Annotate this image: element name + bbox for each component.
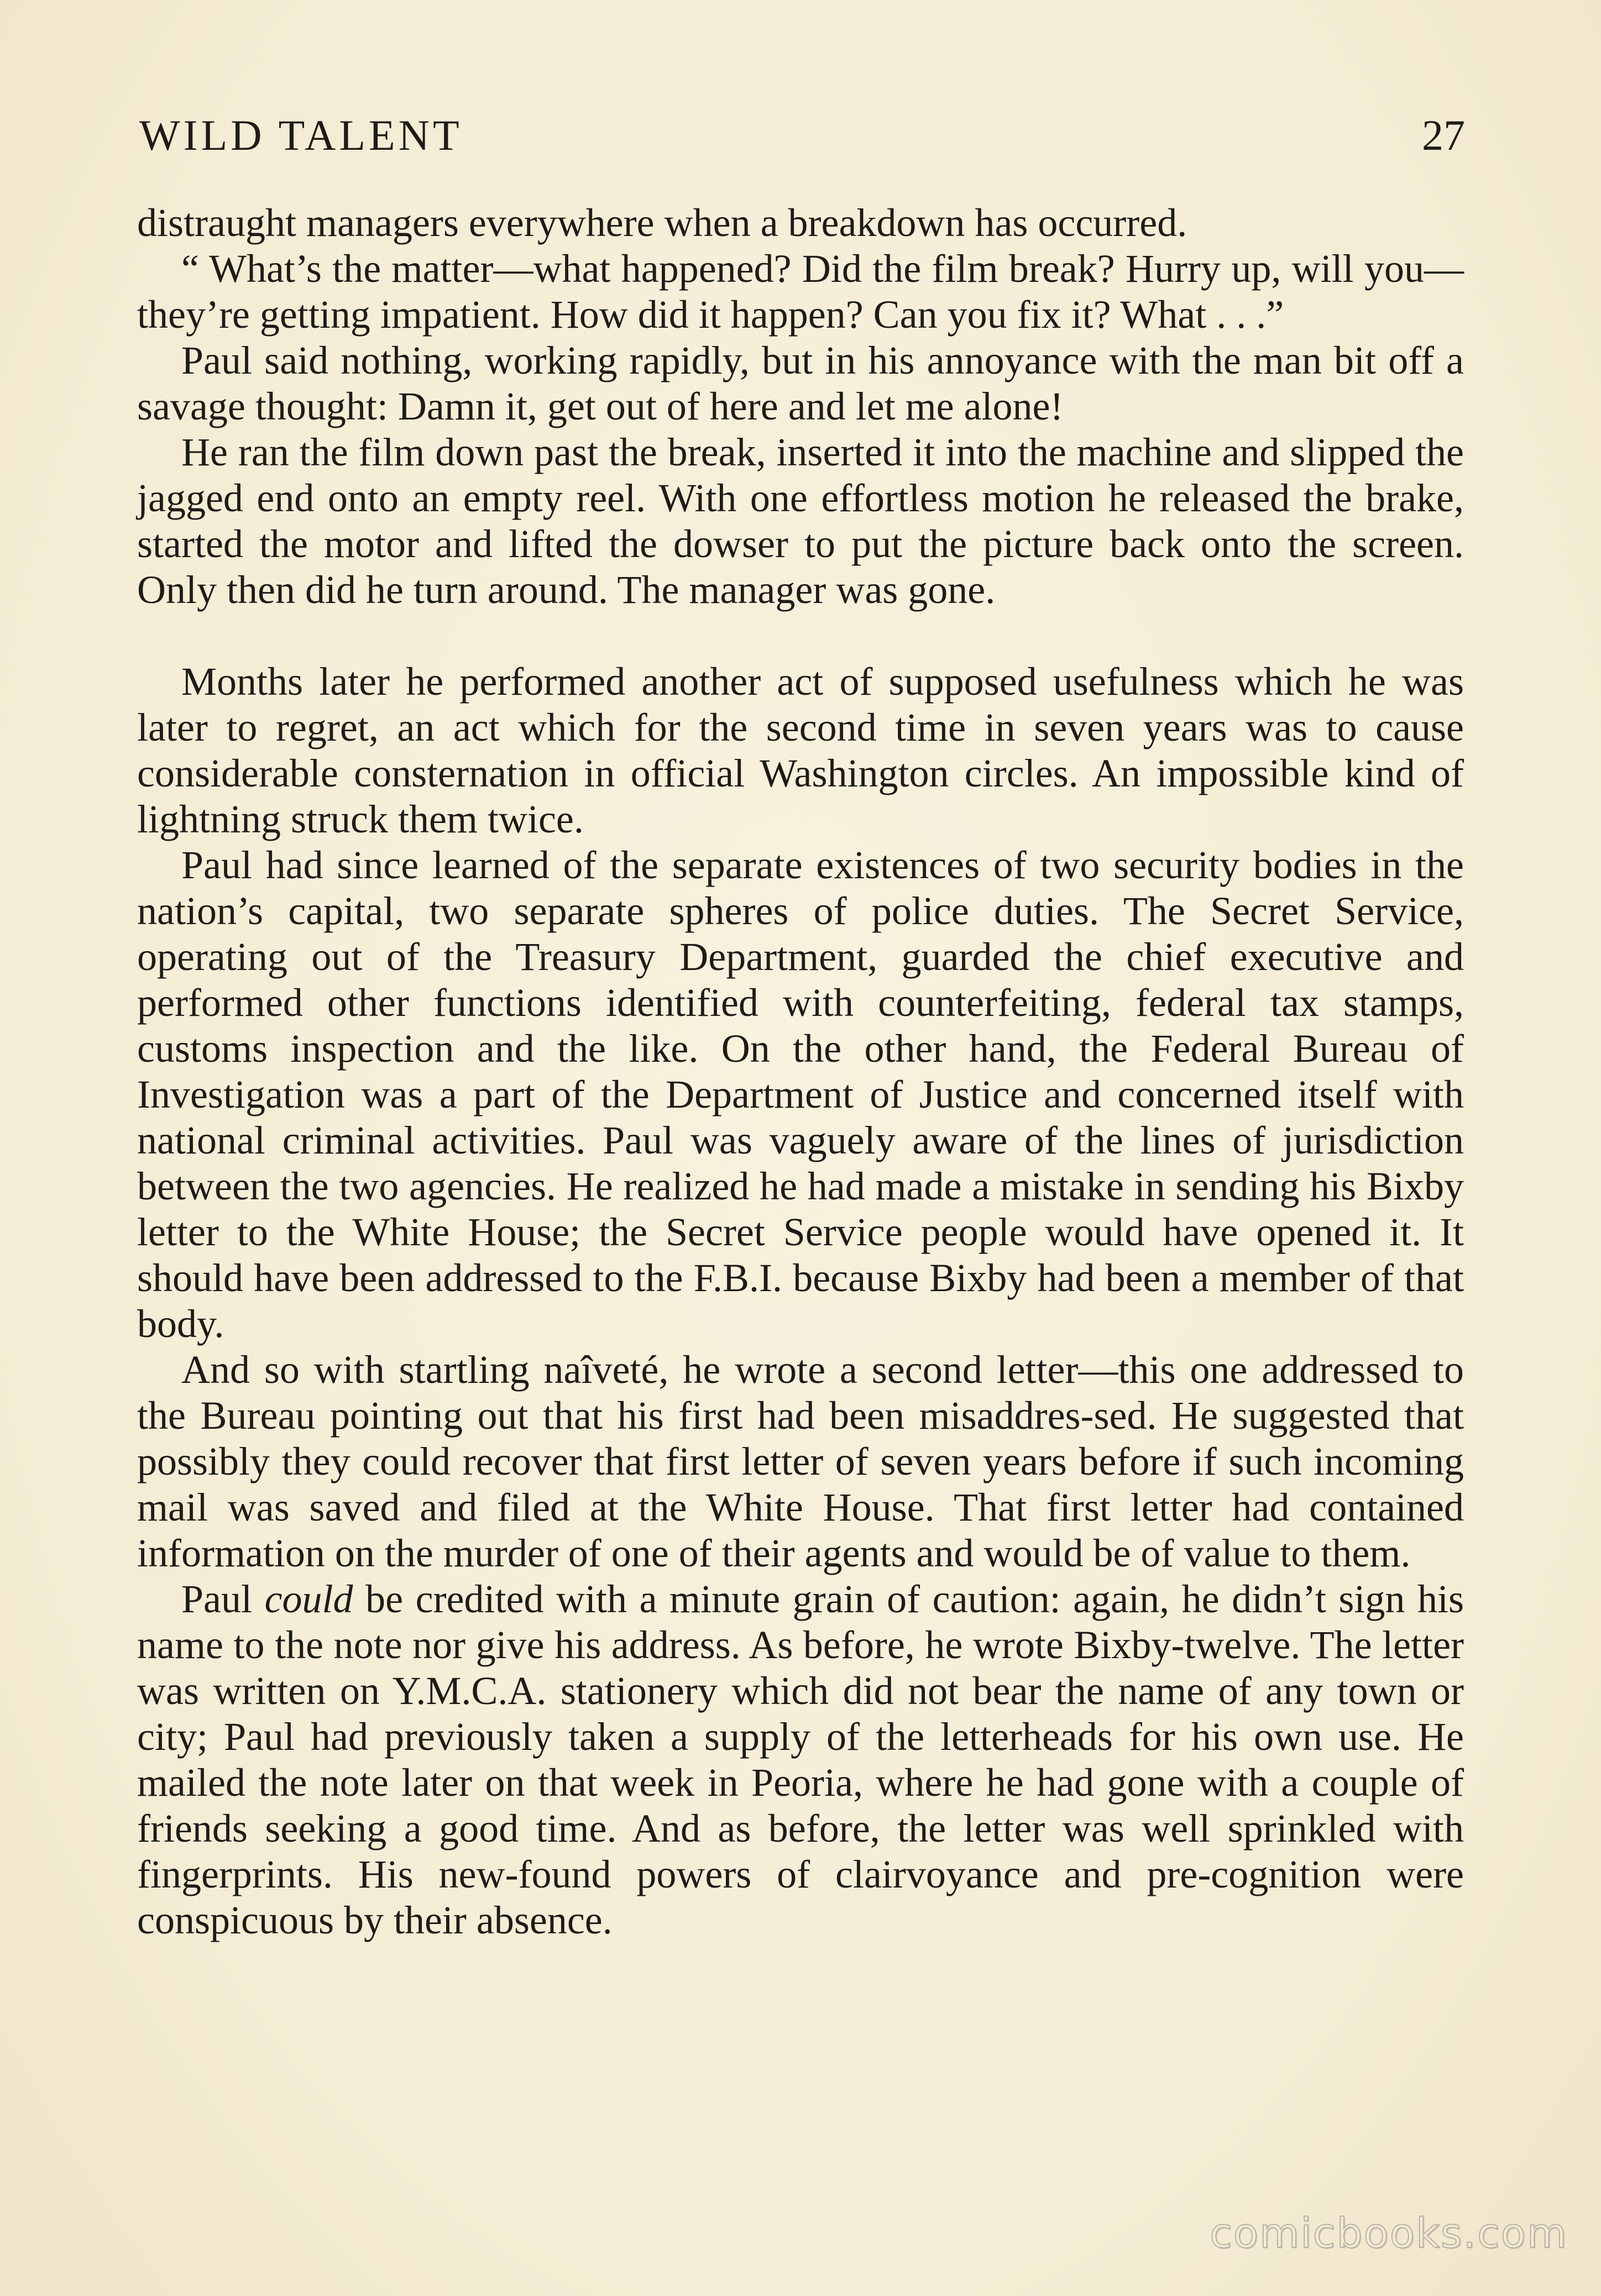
text-run: Paul — [181, 1577, 265, 1621]
paragraph — [137, 429, 1464, 613]
paragraph — [137, 842, 1464, 1347]
watermark-logo: comicbooks.com — [1210, 2210, 1568, 2257]
body-text — [137, 200, 1464, 1943]
page-number: 27 — [1422, 111, 1465, 159]
text-run: He ran the film down past the break, inserted it into the machine and slipped the jagged end onto an empty reel. With one effortless motion he released the brake, started the motor and lifted the dowser to put the picture back onto the screen. Only then did he turn around. The manager was gone. — [137, 430, 1464, 612]
text-run: “ What’s the matter—what happened? Did the film break? Hurry up, will you—they’re getting impatient. How did it happen? Can you fix it? What . . .” — [137, 247, 1464, 337]
text-run: distraught managers everywhere when a breakdown has occurred. — [137, 201, 1187, 245]
text-run: be credited with a minute grain of caution: again, he didn’t sign his name to the note nor give his address. As before, he wrote Bixby-twelve. The letter was written on Y.M.C.A. stationery which did not bear the name of any town or city; Paul had previously taken a supply of the letterheads for his own use. He mailed the note later on that week in Peoria, where he had gone with a couple of friends seeking a good time. And as before, the letter was well sprinkled with fingerprints. His new-found powers of clairvoyance and pre-cognition were conspicuous by their absence. — [137, 1577, 1464, 1942]
text-run: And so with startling naîveté, he wrote a second letter—this one addressed to the Bureau pointing out that his first had been misaddres-sed. He suggested that possibly they could recover that first letter of seven years before if such incoming mail was saved and filed at the White House. That first letter had contained information on the murder of one of their agents and would be of value to them. — [137, 1348, 1464, 1575]
text-run: Months later he performed another act of supposed usefulness which he was later to regret, an act which for the second time in seven years was to cause considerable consternation in official Washington circles. An impossible kind of lightning struck them twice. — [137, 659, 1464, 841]
paragraph — [137, 246, 1464, 338]
text-run: Paul said nothing, working rapidly, but in his annoyance with the man bit off a savage thought: Damn it, get out of here and let me alone! — [137, 338, 1464, 428]
paragraph — [137, 338, 1464, 429]
running-title: WILD TALENT — [139, 111, 463, 159]
text-run: Paul had since learned of the separate existences of two security bodies in the nation’s capital, two separate spheres of police duties. The Secret Service, operating out of the Treasury Department, guarded the chief executive and performed other functions identified with counterfeiting, federal tax stamps, customs inspection and the like. On the other hand, the Federal Bureau of Investigation was a part of the Department of Justice and concerned itself with national criminal activities. Paul was vaguely aware of the lines of jurisdiction between the two agencies. He realized he had made a mistake in sending his Bixby letter to the White House; the Secret Service people would have opened it. It should have been addressed to the F.B.I. because Bixby had been a member of that body. — [137, 843, 1464, 1346]
italic-text-run: could — [264, 1577, 353, 1621]
paragraph — [137, 1347, 1464, 1576]
paragraph-continued — [137, 200, 1464, 246]
paragraph — [137, 1576, 1464, 1943]
paragraph-section-start — [137, 659, 1464, 842]
running-head — [139, 105, 1465, 166]
